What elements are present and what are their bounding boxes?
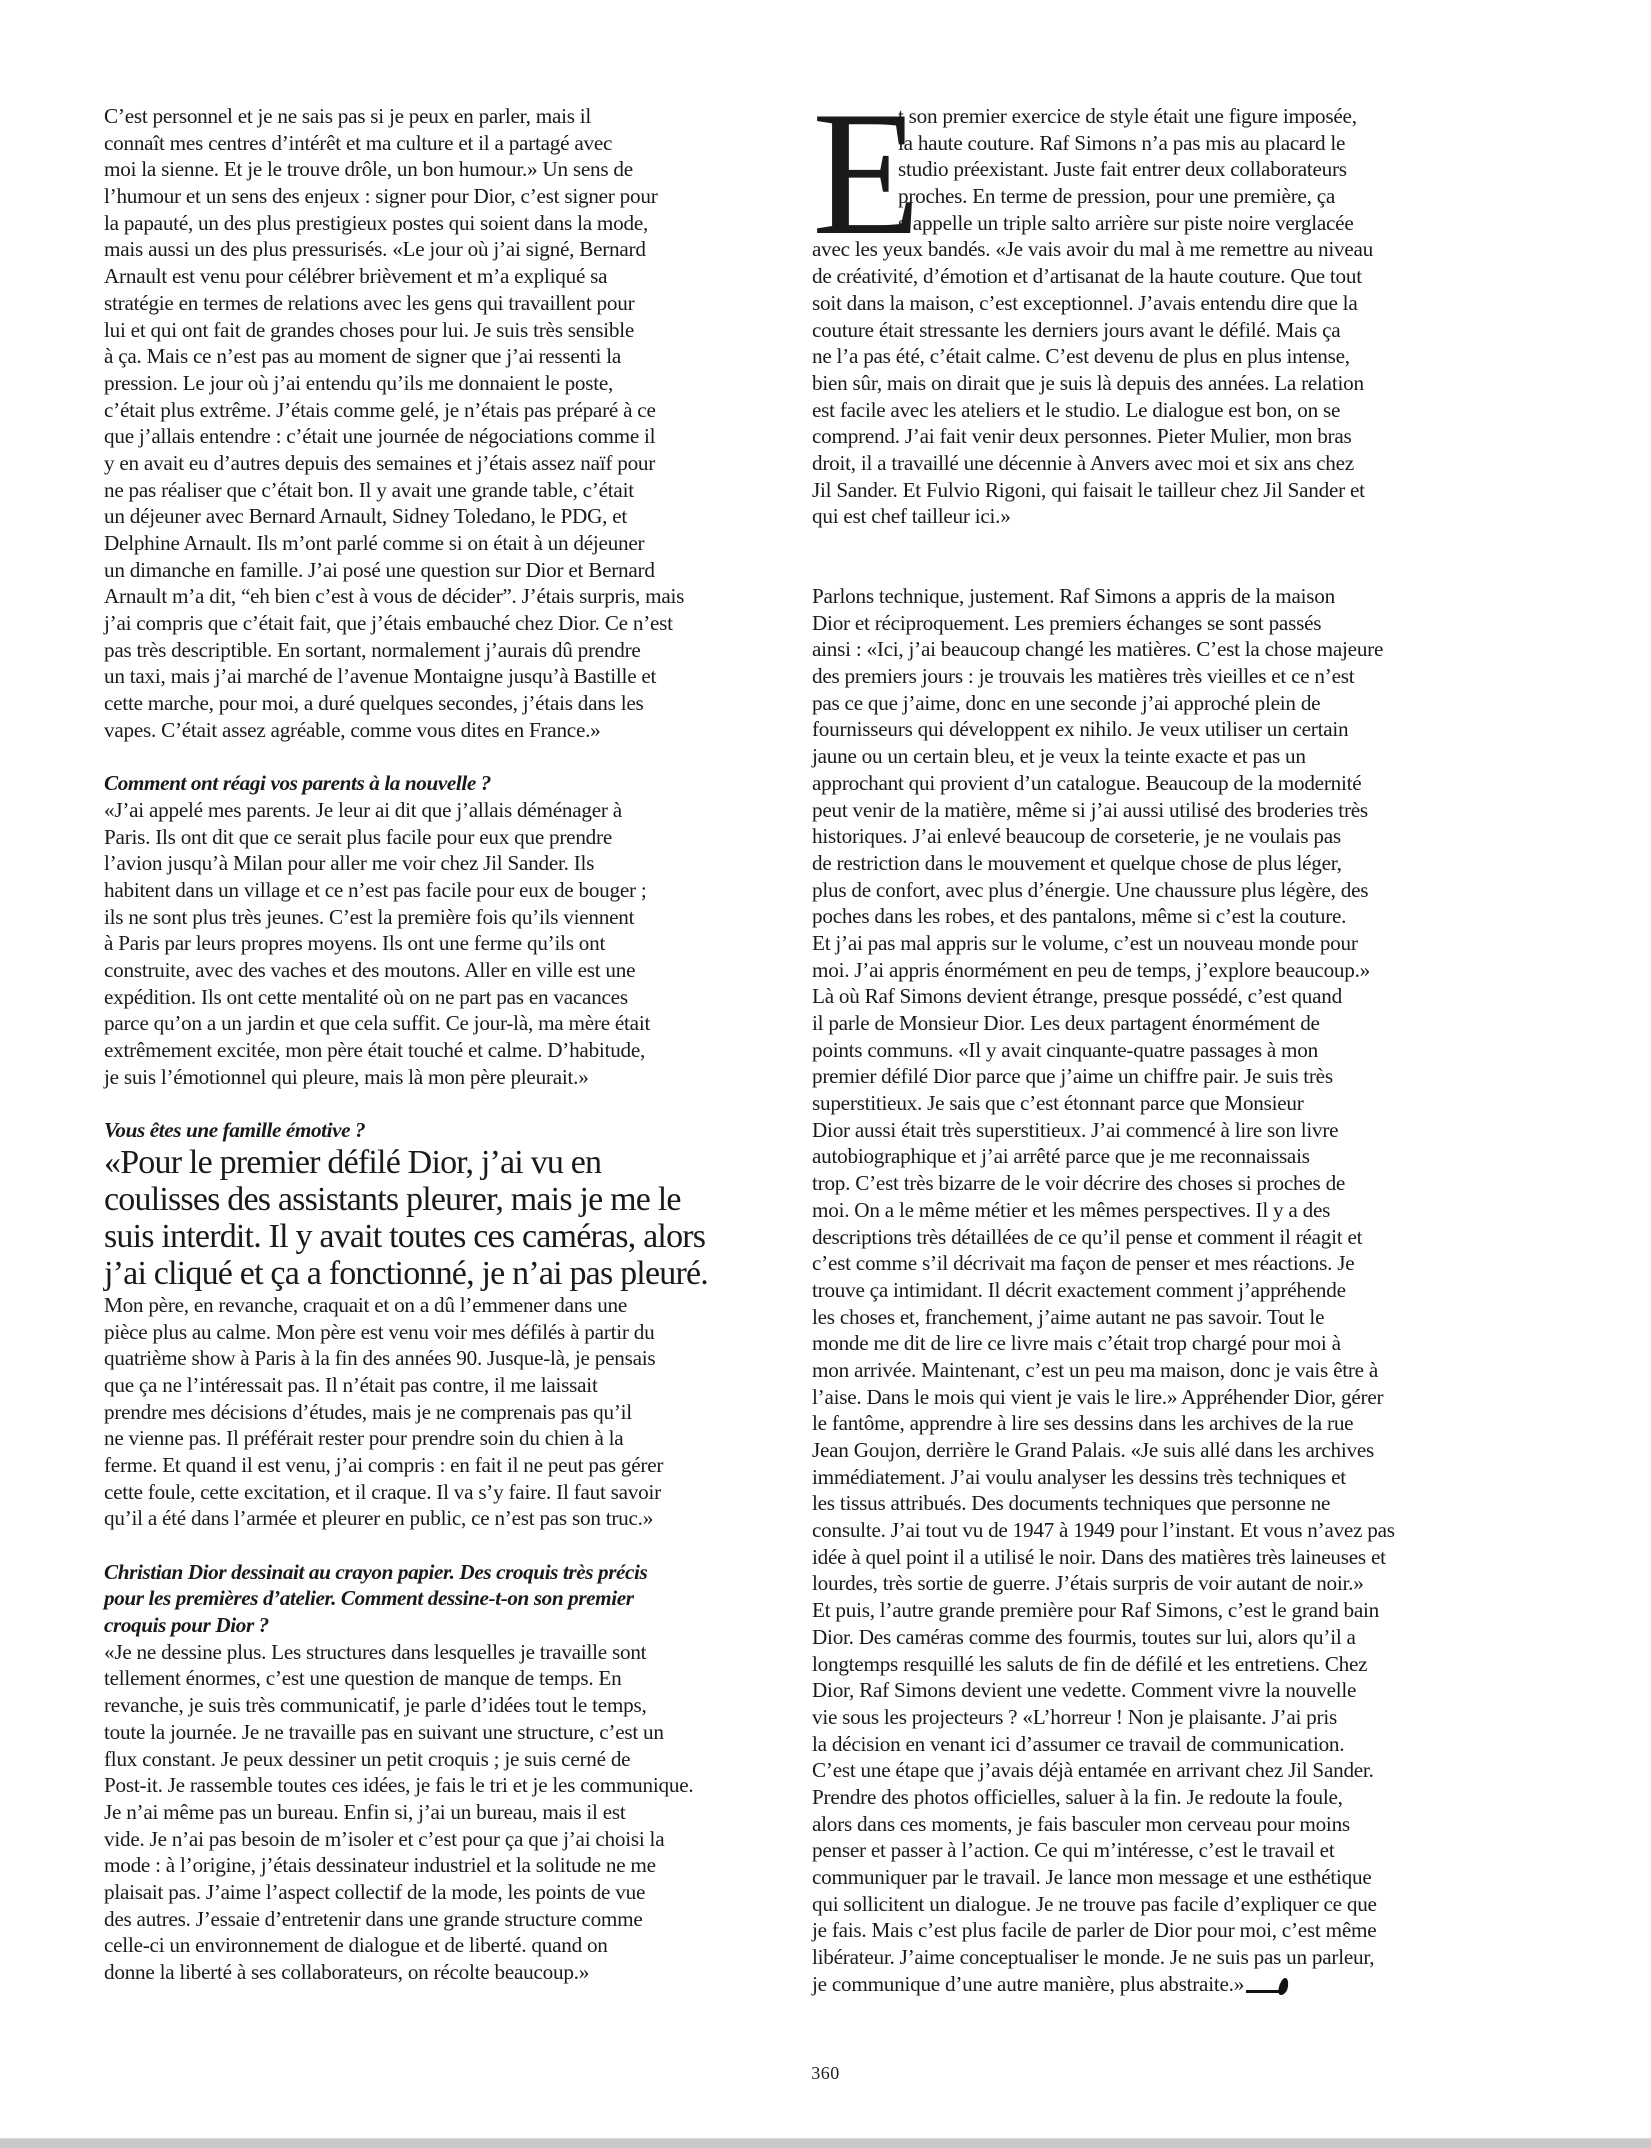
text-line: Dior et réciproquement. Les premiers échanges se sont passés [812,610,1322,635]
text-line: quatrième show à Paris à la fin des années 90. Jusque-là, je pensais [104,1346,656,1371]
text-line: fournisseurs qui développent ex nihilo. Je veux utiliser un certain [812,717,1349,742]
text-line: revanche, je suis très communicatif, je parle d’idées tout le temps, [104,1693,647,1718]
text-line: mais aussi un des plus pressurisés. «Le jour où j’ai signé, Bernard [104,237,646,262]
text-line: autobiographique et j’ai arrêté parce que je me reconnaissais [812,1144,1310,1169]
text-line: qui est chef tailleur ici.» [812,504,1011,529]
text-line: Je n’ai même pas un bureau. Enfin si, j’ai un bureau, mais il est [104,1799,626,1824]
text-line: le fantôme, apprendre à lire ses dessins dans les archives de la rue [812,1411,1354,1436]
text-line: mon arrivée. Maintenant, c’est un peu ma maison, donc je vais être à [812,1357,1379,1382]
text-line: approchant qui provient d’un catalogue. Beaucoup de la modernité [812,770,1362,795]
drop-cap: E [812,74,921,272]
text-line: Parlons technique, justement. Raf Simons a appris de la maison [812,584,1335,608]
text-line: couture était stressante les derniers jours avant le défilé. Mais ça [812,317,1341,342]
text-line: de créativité, d’émotion et d’artisanat de la haute couture. Que tout [812,264,1362,289]
text-line: extrêmement excitée, mon père était touché et calme. D’habitude, [104,1038,646,1063]
text-line: C’est une étape que j’avais déjà entamée en arrivant chez Jil Sander. [812,1758,1374,1783]
text-line: prendre mes décisions d’études, mais je ne comprenais pas qu’il [104,1399,632,1424]
text-line: Jil Sander. Et Fulvio Rigoni, qui faisait le tailleur chez Jil Sander et [812,477,1365,502]
text-line: Post-it. Je rassemble toutes ces idées, je fais le tri et je les communique. [104,1773,694,1798]
text-line: jaune ou un certain bleu, et je veux la teinte exacte et pas un [812,744,1306,769]
text-line: vide. Je n’ai pas besoin de m’isoler et c’est pour ça que j’ai choisi la [104,1826,665,1851]
text-line: premier défilé Dior parce que j’aime un chiffre pair. Je suis très [812,1064,1333,1089]
text-line: construite, avec des vaches et des moutons. Aller en ville est une [104,958,636,982]
text-line: des premiers jours : je trouvais les matières très vieilles et ce n’est [812,664,1355,689]
text-line: vie sous les projecteurs ? «L’horreur ! Non je plaisante. J’ai pris [812,1704,1337,1729]
text-line: Vous êtes une famille émotive ? [104,1118,366,1143]
text-line: Comment ont réagi vos parents à la nouvelle ? [104,771,491,796]
text-line: à Paris par leurs propres moyens. Ils ont une ferme qu’ils ont [104,931,606,956]
text-line: droit, il a travaillé une décennie à Anvers avec moi et six ans chez [812,450,1354,475]
text-line: «Je ne dessine plus. Les structures dans lesquelles je travaille sont [104,1639,647,1664]
answer-emotive-family [104,1292,784,1532]
text-line: c’était plus extrême. J’étais comme gelé, je n’étais pas préparé à ce [104,397,656,422]
text-line: pas très descriptible. En sortant, normalement j’aurais dû prendre [104,637,641,662]
text-line: un taxi, mais j’ai marché de l’avenue Montaigne jusqu’à Bastille et [104,664,657,689]
text-line: j’ai compris que c’était fait, que j’étais embauché chez Dior. Ce n’est [104,611,673,636]
text-line: trop. C’est très bizarre de le voir décrire des choses si proches de [812,1171,1346,1196]
text-line: flux constant. Je peux dessiner un petit croquis ; je suis cerné de [104,1746,631,1771]
text-line: toute la journée. Je ne travaille pas en suivant une structure, c’est un [104,1719,664,1744]
text-line: la haute couture. Raf Simons n’a pas mis au placard le [898,130,1346,155]
text-line: C’est personnel et je ne sais pas si je peux en parler, mais il [104,104,592,128]
text-line: pièce plus au calme. Mon père est venu voir mes défilés à partir du [104,1319,655,1344]
text-line: avec les yeux bandés. «Je vais avoir du mal à me remettre au niveau [812,237,1373,262]
text-line: peut venir de la matière, même si j’ai aussi utilisé des broderies très [812,797,1368,822]
text-line: Arnault m’a dit, “eh bien c’est à vous de décider”. J’étais surpris, mais [104,584,685,609]
text-line: celle-ci un environnement de dialogue et de liberté. quand on [104,1933,608,1958]
text-line: comprend. J’ai fait venir deux personnes. Pieter Mulier, mon bras [812,424,1352,449]
text-line: tellement énormes, c’est une question de manque de temps. En [104,1666,622,1691]
text-line: pression. Le jour où j’ai entendu qu’ils me donnaient le poste, [104,370,614,395]
opening-paragraph [812,74,1502,530]
text-line: je fais. Mais c’est plus facile de parler de Dior pour moi, c’est même [812,1918,1377,1943]
text-line: pas ce que j’aime, donc en une seconde j’ai approché plein de [812,690,1321,715]
text-line: Dior aussi était très superstitieux. J’ai commencé à lire son livre [812,1117,1339,1142]
text-line: plaisait pas. J’aime l’aspect collectif de la mode, les points de vue [104,1879,646,1904]
text-line: moi. J’ai appris énormément en peu de temps, j’explore beaucoup.» [812,957,1370,982]
text-line: la papauté, un des plus prestigieux postes qui soient dans la mode, [104,210,649,235]
text-line: parce qu’on a un jardin et que cela suffit. Ce jour-là, ma mère était [104,1011,651,1036]
text-line: qu’il a été dans l’armée et pleurer en public, ce n’est pas son truc.» [104,1506,654,1531]
text-line: soit dans la maison, c’est exceptionnel. J’avais entendu dire que la [812,290,1358,315]
paragraph-intro [104,103,784,744]
page-number: 360 [811,2063,840,2083]
text-line: Delphine Arnault. Ils m’ont parlé comme si on était à un déjeuner [104,531,645,555]
text-line: l’aise. Dans le mois qui vient je vais le lire.» Appréhender Dior, gérer [812,1384,1384,1409]
text-line: lui et qui ont fait de grandes choses pour lui. Je suis très sensible [104,317,634,342]
text-line: croquis pour Dior ? [104,1613,269,1638]
text-line: Paris. Ils ont dit que ce serait plus facile pour eux que prendre [104,824,612,849]
interview-question-sketching [104,1559,784,1639]
right-column [812,74,1502,1997]
interview-question-parents [104,770,784,797]
text-line: Et j’ai pas mal appris sur le volume, c’est un nouveau monde pour [812,930,1358,955]
text-line: y en avait eu d’autres depuis des semaines et j’étais assez naïf pour [104,450,656,475]
text-line: t son premier exercice de style était une figure imposée, [898,104,1357,128]
text-line: s’appelle un triple salto arrière sur piste noire verglacée [898,210,1354,235]
text-line: libérateur. J’aime conceptualiser le monde. Je ne suis pas un parleur, [812,1945,1375,1970]
text-line: la décision en venant ici d’assumer ce travail de communication. [812,1731,1345,1756]
text-line: historiques. J’ai enlevé beaucoup de corseterie, je ne voulais pas [812,824,1341,849]
text-line: immédiatement. J’ai voulu analyser les dessins très techniques et [812,1464,1346,1489]
text-line: penser et passer à l’action. Ce qui m’intéresse, c’est le travail et [812,1838,1335,1863]
text-line: Arnault est venu pour célébrer brièvement et m’a expliqué sa [104,264,608,289]
text-line: cette marche, pour moi, a duré quelques secondes, j’étais dans les [104,691,644,716]
text-line: moi la sienne. Et je le trouve drôle, un bon humour.» Un sens de [104,157,633,182]
text-line: suis interdit. Il y avait toutes ces caméras, alors [104,1217,706,1255]
text-line: habitent dans un village et ce n’est pas facile pour eux de bouger ; [104,877,647,902]
text-line: ils ne sont plus très jeunes. C’est la première fois qu’ils viennent [104,904,635,929]
text-line: les tissus attribués. Des documents techniques que personne ne [812,1491,1331,1516]
text-line: Dior. Des caméras comme des fourmis, toutes sur lui, alors qu’il a [812,1624,1356,1649]
interview-question-emotive-family [104,1117,784,1144]
end-mark-icon [1246,1976,1284,1993]
text-line: pour les premières d’atelier. Comment dessine-t-on son premier [104,1586,634,1611]
text-line: mode : à l’origine, j’étais dessinateur industriel et la solitude ne me [104,1853,656,1878]
text-line: connaît mes centres d’intérêt et ma culture et il a partagé avec [104,130,613,155]
text-line: plus de confort, avec plus d’énergie. Une chaussure plus légère, des [812,877,1369,902]
text-line: de restriction dans le mouvement et quelque chose de plus léger, [812,850,1342,875]
text-line: Prendre des photos officielles, saluer à la fin. Je redoute la foule, [812,1784,1343,1809]
text-line: trouve ça intimidant. Il décrit exactement comment j’appréhende [812,1277,1346,1302]
closing-line: je communique d’une autre manière, plus abstraite.» [812,1971,1502,1998]
text-line: qui sollicitent un dialogue. Je ne trouve pas facile d’expliquer ce que [812,1891,1377,1916]
text-line: l’humour et un sens des enjeux : signer pour Dior, c’est signer pour [104,184,658,209]
text-line: proches. En terme de pression, pour une première, ça [898,184,1336,209]
text-line: Jean Goujon, derrière le Grand Palais. «Je suis allé dans les archives [812,1438,1375,1462]
text-line: expédition. Ils ont cette mentalité où on ne part pas en vacances [104,984,628,1009]
text-line: un déjeuner avec Bernard Arnault, Sidney Toledano, le PDG, et [104,504,628,529]
text-line: ainsi : «Ici, j’ai beaucoup changé les matières. C’est la chose majeure [812,637,1384,662]
text-line: ne pas réaliser que c’était bon. Il y avait une grande table, c’était [104,477,634,502]
text-line: communiquer par le travail. Je lance mon message et une esthétique [812,1865,1372,1889]
text-line: c’est comme s’il décrivait ma façon de penser et mes réactions. Je [812,1251,1355,1276]
answer-sketching [104,1639,784,1986]
text-line: est facile avec les ateliers et le studio. Le dialogue est bon, on se [812,397,1341,422]
text-line: lourdes, très sortie de guerre. J’étais surpris de voir autant de noir.» [812,1571,1364,1596]
pull-quote [104,1144,784,1292]
text-line: «Pour le premier défilé Dior, j’ai vu en [104,1143,602,1181]
opening-rest [812,236,1502,530]
text-line: studio préexistant. Juste fait entrer deux collaborateurs [898,157,1347,182]
text-line: il parle de Monsieur Dior. Les deux partagent énormément de [812,1011,1320,1035]
left-column [104,103,784,1986]
text-line: un dimanche en famille. J’ai posé une question sur Dior et Bernard [104,557,655,582]
answer-parents [104,797,784,1091]
text-line: que j’allais entendre : c’était une journée de négociations comme il [104,424,656,449]
text-line: l’avion jusqu’à Milan pour aller me voir chez Jil Sander. Ils [104,851,595,876]
text-line: consulte. J’ai tout vu de 1947 à 1949 pour l’instant. Et vous n’avez pas [812,1518,1395,1543]
text-line: coulisses des assistants pleurer, mais je me le [104,1180,681,1218]
text-line: stratégie en termes de relations avec les gens qui travaillent pour [104,290,635,315]
text-line: monde me dit de lire ce livre mais c’était trop chargé pour moi à [812,1331,1341,1356]
text-line: moi. On a le même métier et les mêmes perspectives. Il y a des [812,1197,1331,1222]
text-line: que ça ne l’intéressait pas. Il n’était pas contre, il me laissait [104,1372,598,1397]
text-line: donne la liberté à ses collaborateurs, on récolte beaucoup.» [104,1960,590,1984]
text-line: ferme. Et quand il est venu, j’ai compris : en fait il ne peut pas gérer [104,1452,664,1477]
text-line: Et puis, l’autre grande première pour Raf Simons, c’est le grand bain [812,1598,1379,1623]
text-line: cette foule, cette excitation, et il craque. Il va s’y faire. Il faut savoir [104,1479,661,1504]
text-line: descriptions très détaillées de ce qu’il pense et comment il réagit et [812,1224,1363,1249]
text-line: ne vienne pas. Il préférait rester pour prendre soin du chien à la [104,1426,624,1451]
text-line: ne l’a pas été, c’était calme. C’est devenu de plus en plus intense, [812,344,1350,369]
text-line: Mon père, en revanche, craquait et on a dû l’emmener dans une [104,1292,628,1317]
text-line: vapes. C’était assez agréable, comme vous dites en France.» [104,717,601,742]
text-line: Dior, Raf Simons devient une vedette. Comment vivre la nouvelle [812,1678,1357,1703]
text-line: longtemps resquillé les saluts de fin de défilé et les entretiens. Chez [812,1651,1368,1676]
text-line: des autres. J’essaie d’entretenir dans une grande structure comme [104,1906,643,1931]
text-line: superstitieux. Je sais que c’est étonnant parce que Monsieur [812,1091,1304,1116]
text-line: «J’ai appelé mes parents. Je leur ai dit que j’allais déménager à [104,797,622,822]
text-line: les choses et, franchement, j’aime autant ne pas savoir. Tout le [812,1304,1325,1329]
paragraph-technique [812,583,1502,1971]
text-line: idée à quel point il a utilisé le noir. Dans des matières très laineuses et [812,1544,1386,1569]
text-line: points communs. «Il y avait cinquante-quatre passages à mon [812,1037,1318,1062]
text-line: Là où Raf Simons devient étrange, presque possédé, c’est quand [812,984,1342,1009]
text-line: bien sûr, mais on dirait que je suis là depuis des années. La relation [812,370,1364,395]
text-line: je suis l’émotionnel qui pleure, mais là mon père pleurait.» [104,1064,589,1089]
text-line: poches dans les robes, et des pantalons, même si c’est la couture. [812,904,1347,929]
text-line: alors dans ces moments, je fais basculer mon cerveau pour moins [812,1811,1350,1836]
text-line: j’ai cliqué et ça a fonctionné, je n’ai pas pleuré. [104,1254,708,1292]
text-line: à ça. Mais ce n’est pas au moment de signer que j’ai ressenti la [104,344,622,369]
text-line: Christian Dior dessinait au crayon papier. Des croquis très précis [104,1559,648,1584]
